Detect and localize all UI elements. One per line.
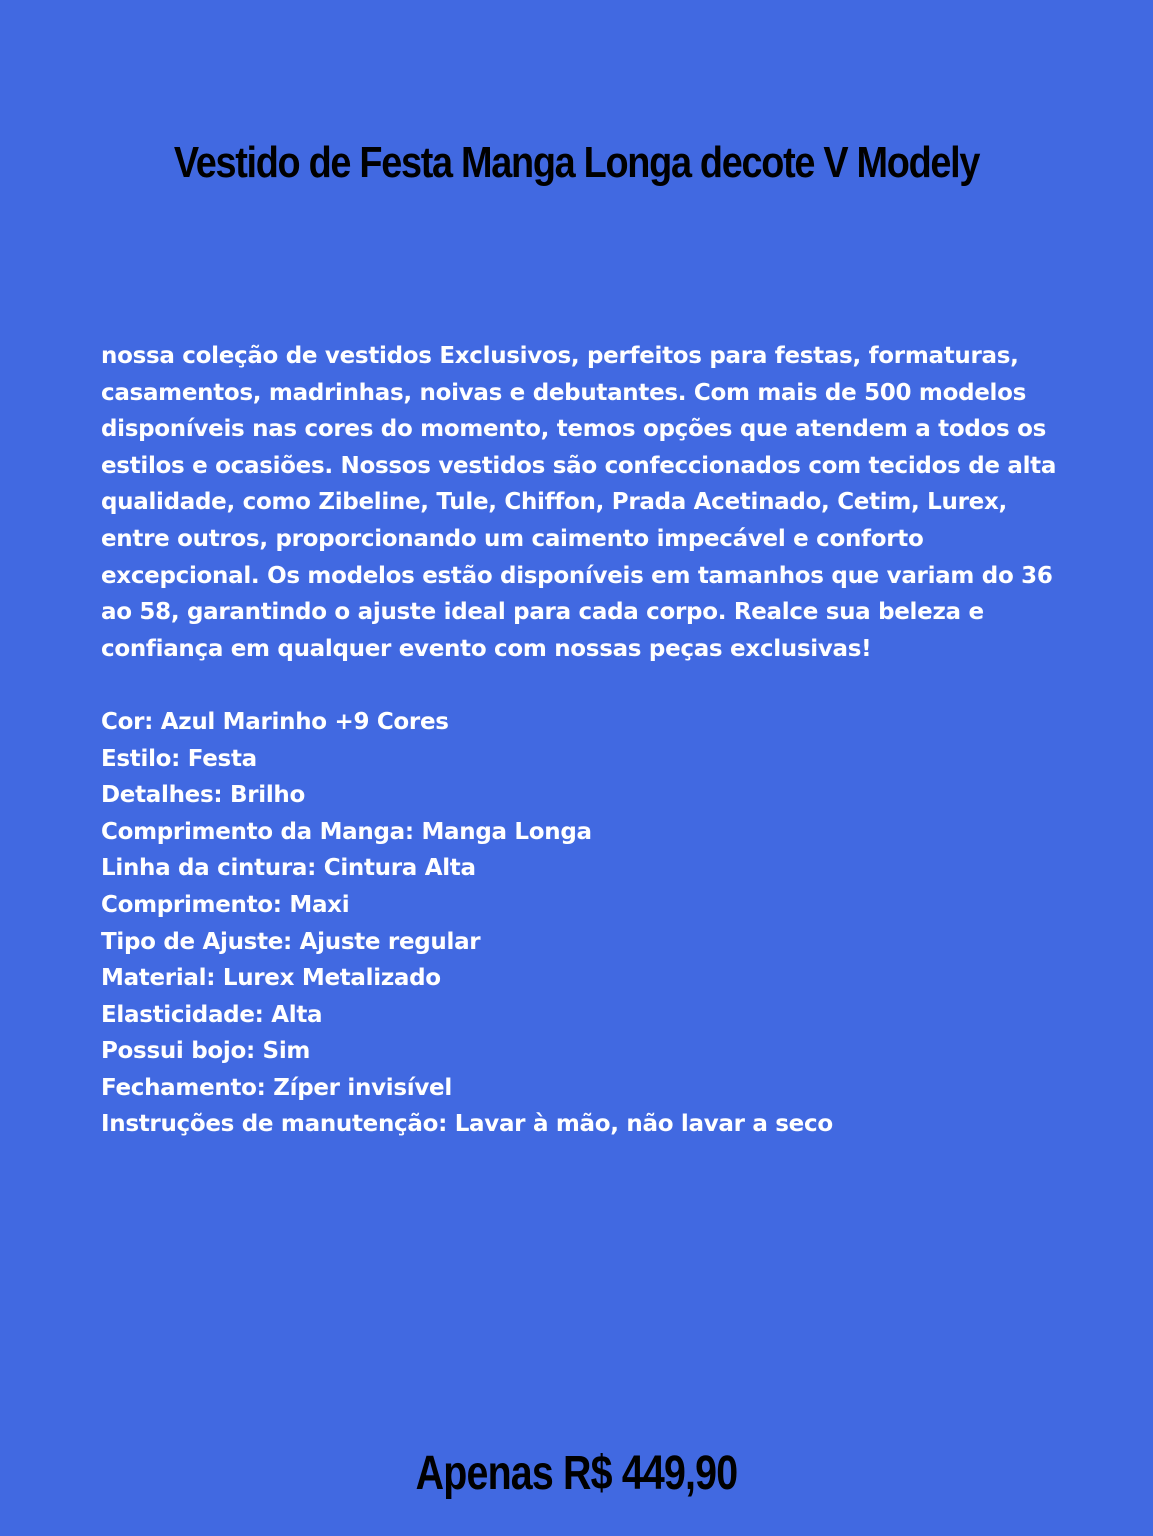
product-price: Apenas R$ 449,90 — [415, 1447, 738, 1500]
spec-material: Material: Lurex Metalizado — [101, 965, 441, 992]
spec-elasticity: Elasticidade: Alta — [101, 1001, 323, 1028]
spec-padding: Possui bojo: Sim — [101, 1038, 311, 1065]
spec-style: Estilo: Festa — [101, 745, 257, 772]
spec-fit-type: Tipo de Ajuste: Ajuste regular — [101, 928, 481, 955]
product-description: nossa coleção de vestidos Exclusivos, perfeitos para festas, formaturas, casamentos, madrinhas, noivas e debutantes. Com mais de 500 modelos disponíveis nas cores do momento, temos opções que atendem a todos os estilos e ocasiões. Nossos vestidos são confeccionados com tecidos de alta qualidade, como Zibeline, Tule, Chiffon, Prada Acetinado, Cetim, Lurex, entre outros, proporcionando um caimento impecável e conforto excepcional. Os modelos estão disponíveis em tamanhos que variam do 36 ao 58, garantindo o ajuste ideal para cada corpo. Realce sua beleza e confiança em qualquer evento com nossas peças exclusivas! — [101, 343, 1057, 662]
spec-details: Detalhes: Brilho — [101, 782, 305, 809]
product-title: Vestido de Festa Manga Longa decote V Modely — [173, 138, 980, 187]
product-specs — [101, 704, 1061, 1143]
spec-care-instructions: Instruções de manutenção: Lavar à mão, não lavar a seco — [101, 1111, 833, 1138]
spec-sleeve-length: Comprimento da Manga: Manga Longa — [101, 818, 592, 845]
product-content — [101, 338, 1061, 1143]
spec-length: Comprimento: Maxi — [101, 891, 350, 918]
spec-closure: Fechamento: Zíper invisível — [101, 1074, 452, 1101]
spec-color: Cor: Azul Marinho +9 Cores — [101, 708, 449, 735]
spec-waistline: Linha da cintura: Cintura Alta — [101, 855, 476, 882]
